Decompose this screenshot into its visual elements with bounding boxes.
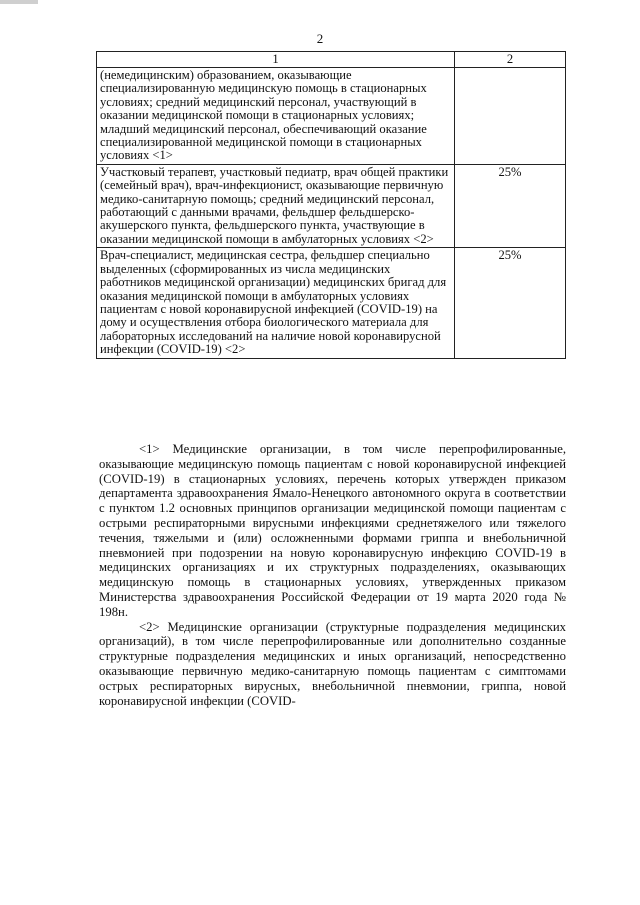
table-row xyxy=(97,248,566,358)
page-number: 2 xyxy=(316,31,324,46)
table-cell-description xyxy=(97,164,455,247)
footnote-2: <2> Медицинские организации (структурные подразделения медицинских организаций), в том числе перепрофилированные или дополнительно созданные структурные подразделения медицинских и иных организаций, непосредственно оказывающие первичную медико-санитарную помощь пациентам с симптомами острых респираторных вирусных, внебольничной пневмонии, гриппа, новой коронавирусной инфекции (COVID- xyxy=(99,619,566,708)
footnote-1: <1> Медицинские организации, в том числе перепрофилированные, оказывающие медицинскую помощь пациентам с новой коронавирусной инфекцией (COVID-19) в стационарных условиях, перечень которых утвержден приказом департамента здравоохранения Ямало-Ненецкого автономного округа в соответствии с пунктом 1.2 основных принципов организации медицинской помощи пациентам с острыми респираторными вирусными инфекциями среднетяжелого или тяжелого течения, тяжелыми и (или) осложненными формами гриппа и внебольничной пневмонией при подозрении на новую коронавирусную инфекцию COVID-19 в медицинских организациях и их структурных подразделениях, оказывающих медицинскую помощь в стационарных условиях, утвержденных приказом Министерства здравоохранения Российской Федерации от 19 марта 2020 года № 198н. xyxy=(99,442,566,619)
table-cell-description xyxy=(97,248,455,358)
document-table xyxy=(96,51,566,359)
row-description-text: Врач-специалист, медицинская сестра, фельдшер специально выделенных (сформированных из числа медицинских работников медицинской организации) медицинских бригад для оказания медицинской помощи в амбулаторных условиях пациентам с новой коронавирусной инфекцией (COVID-19) на дому и осуществления отбора биологического материала для лабораторных исследований на наличие новой коронавирусной инфекции (COVID-19) <2> xyxy=(100,248,447,357)
scan-corner-mark xyxy=(0,0,38,4)
table-row xyxy=(97,68,566,165)
table-header-cell: 1 xyxy=(97,52,455,68)
row-description-text: Участковый терапевт, участковый педиатр, врач общей практики (семейный врач), врач-инфекционист, оказывающие первичную медико-санитарную помощь; средний медицинский персонал, работающий с данными врачами, фельдшер фельдшерско-акушерского пункта, фельдшерского пункта, участвующие в оказании медицинской помощи в амбулаторных условиях <2> xyxy=(100,164,449,246)
table-row xyxy=(97,164,566,247)
table-cell-description xyxy=(97,68,455,165)
table-cell-percent xyxy=(455,68,566,165)
table-cell-percent: 25% xyxy=(455,164,566,247)
table-cell-percent: 25% xyxy=(455,248,566,358)
row-description-text: (немедицинским) образованием, оказывающие специализированную медицинскую помощь в стационарных условиях; средний медицинский персонал, участвующий в оказании медицинской помощи в стационарных условиях; младший медицинский персонал, обеспечивающий оказание специализированной медицинской помощи в стационарных условиях <1> xyxy=(100,68,427,163)
table-header-cell: 2 xyxy=(455,52,566,68)
footnotes xyxy=(99,442,566,708)
table-header-row xyxy=(97,52,566,68)
